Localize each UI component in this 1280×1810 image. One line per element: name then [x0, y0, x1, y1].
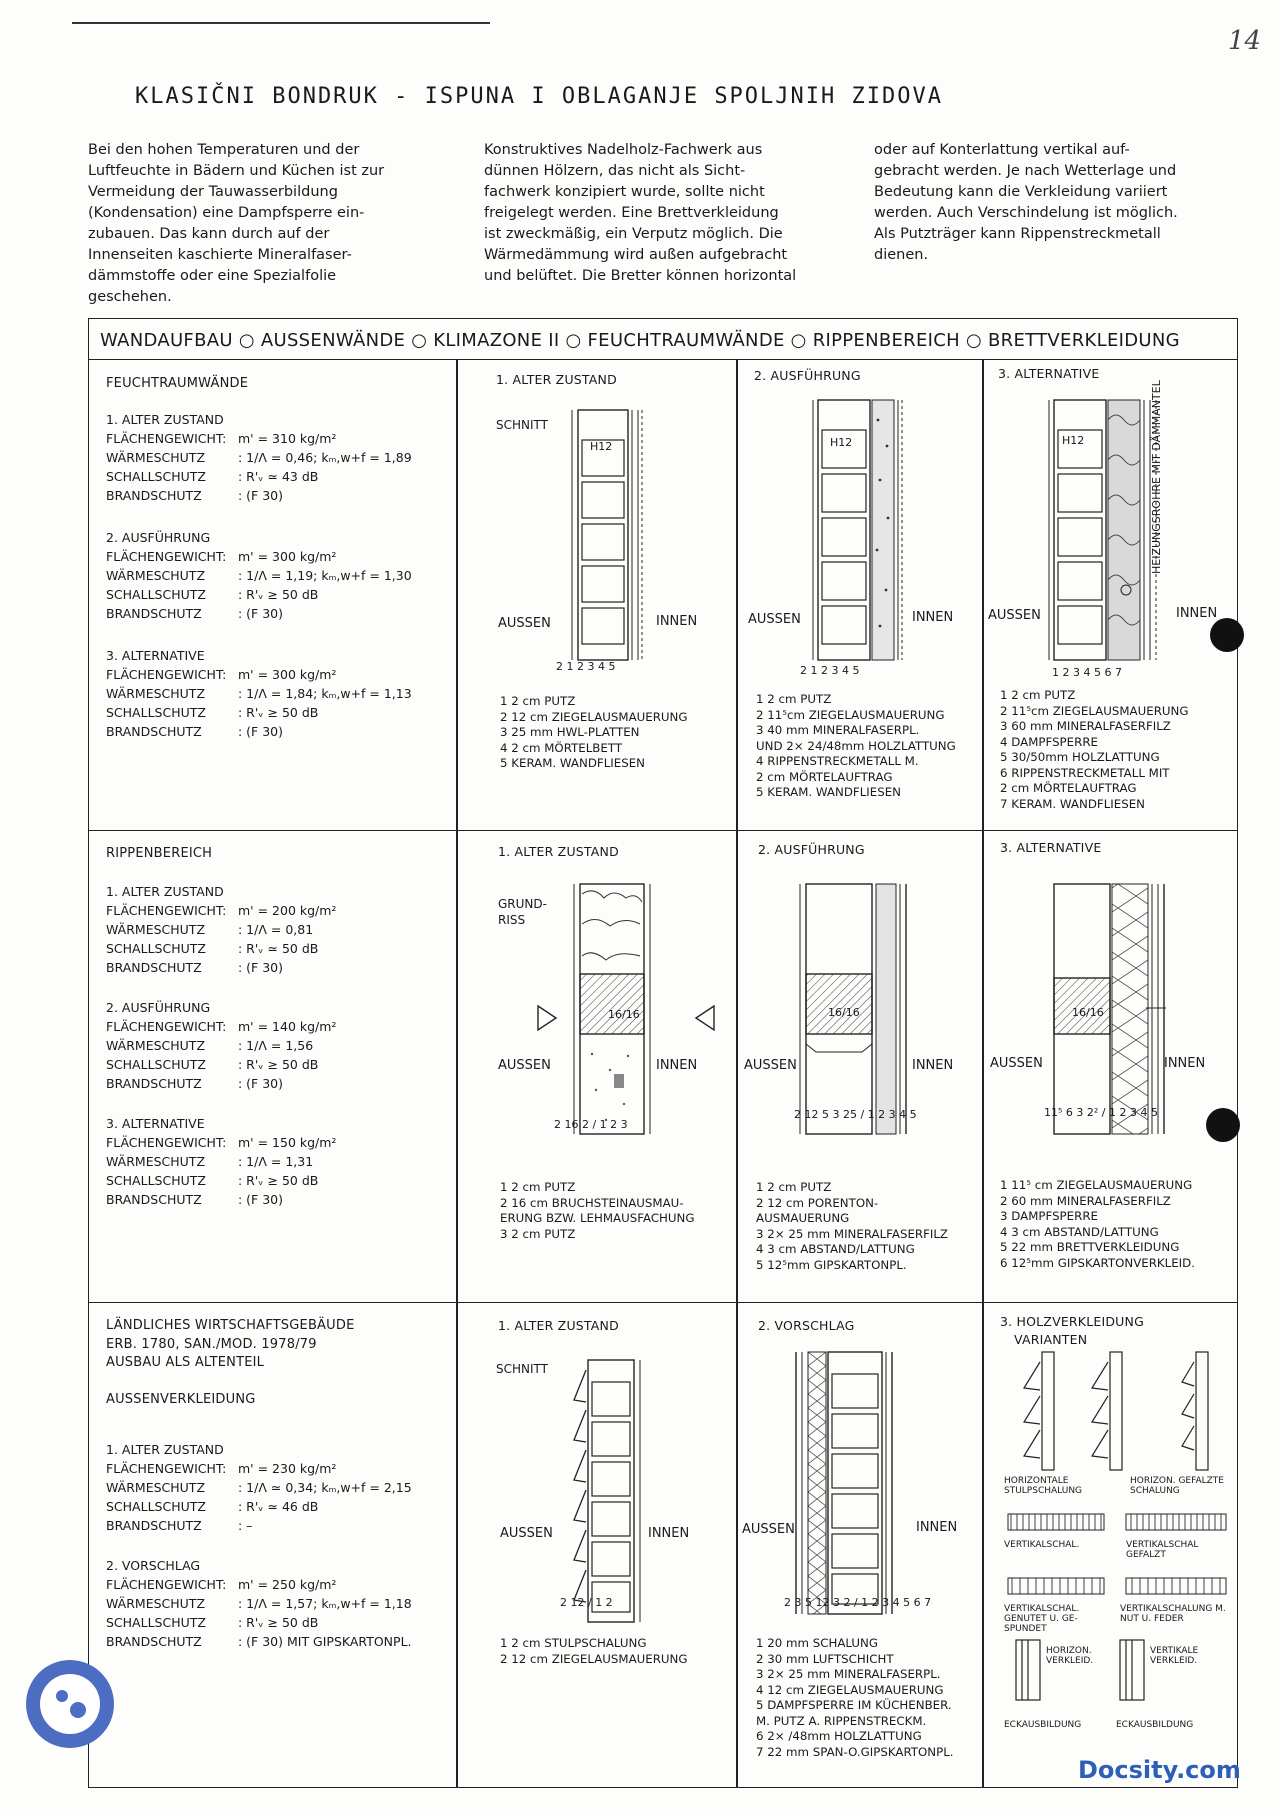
- outside-label: AUSSEN: [748, 612, 801, 627]
- column-heading: 2. AUSFÜHRUNG: [754, 368, 861, 383]
- top-rule: [72, 22, 490, 24]
- wall-section-drawing: [790, 1352, 940, 1622]
- column-subheading: VARIANTEN: [1014, 1332, 1088, 1347]
- spec-key: BRANDSCHUTZ: [106, 960, 202, 975]
- legend-item: 1 2 cm PUTZ: [500, 1180, 576, 1194]
- spec-value: : R'ᵥ ≃ 50 dB: [238, 941, 319, 956]
- page-number: 14: [1228, 26, 1262, 56]
- layer-legend: [500, 694, 740, 772]
- intro-paragraph: oder auf Konterlattung vertikal auf- gebracht werden. Je nach Wetterlage und Bedeutung kann die Verkleidung variiert werden. Auch Verschindelung ist möglich. Als Putzträger kann Rippenstreckmetall dienen.: [874, 142, 1178, 263]
- spec-value: : 1/Λ = 0,46; kₘ,w+f = 1,89: [238, 450, 412, 465]
- layer-legend: [756, 692, 996, 801]
- legend-item: ERUNG BZW. LEHMAUSFACHUNG: [500, 1211, 695, 1225]
- spec-key: FLÄCHENGEWICHT:: [106, 1135, 227, 1150]
- legend-item: 4 12 cm ZIEGELAUSMAUERUNG: [756, 1682, 944, 1697]
- brick-label: H12: [590, 440, 613, 453]
- legend-item: 3 DAMPFSPERRE: [1000, 1209, 1098, 1223]
- legend-item: 5 30/50mm HOLZLATTUNG: [1000, 750, 1160, 764]
- legend-item: 2 16 cm BRUCHSTEINAUSMAU-: [500, 1195, 684, 1210]
- spec-value: : (F 30): [238, 1076, 284, 1091]
- legend-item: 5 KERAM. WANDFLIESEN: [756, 785, 901, 799]
- beam-label: 16/16: [1072, 1006, 1104, 1019]
- spec-value: m' = 250 kg/m²: [238, 1577, 337, 1592]
- layer-dimensions: 1 2 3 4 5 6 7: [1052, 666, 1122, 679]
- legend-item: 1 2 cm STULPSCHALUNG: [500, 1636, 647, 1650]
- column-heading: 3. ALTERNATIVE: [998, 366, 1100, 381]
- spec-value: : R'ᵥ ≥ 50 dB: [238, 1615, 319, 1630]
- hole-punch-mark: [1210, 618, 1244, 652]
- section-title: LÄNDLICHES WIRTSCHAFTSGEBÄUDE: [106, 1318, 355, 1333]
- legend-item: 5 KERAM. WANDFLIESEN: [500, 756, 645, 770]
- legend-item: 3 60 mm MINERALFASERFILZ: [1000, 719, 1171, 733]
- variant-label: VERTIKALSCHAL.: [1004, 1540, 1080, 1550]
- outside-label: AUSSEN: [742, 1522, 795, 1537]
- legend-item: 5 22 mm BRETTVERKLEIDUNG: [1000, 1240, 1180, 1254]
- legend-item: 1 20 mm SCHALUNG: [756, 1636, 879, 1650]
- legend-item: 2 30 mm LUFTSCHICHT: [756, 1651, 894, 1666]
- legend-item: 6 2× /48mm HOLZLATTUNG: [756, 1729, 922, 1743]
- legend-item: 5 12⁵mm GIPSKARTONPL.: [756, 1257, 907, 1272]
- column-heading: 1. ALTER ZUSTAND: [498, 844, 619, 859]
- beam-label: 16/16: [828, 1006, 860, 1019]
- variant-label: HORIZON. GEFALZTE SCHALUNG: [1130, 1476, 1224, 1496]
- legend-item: 3 2× 25 mm MINERALFASERFILZ: [756, 1226, 949, 1241]
- inside-label: INNEN: [656, 614, 698, 629]
- spec-key: WÄRMESCHUTZ: [106, 568, 206, 583]
- spec-key: WÄRMESCHUTZ: [106, 922, 206, 937]
- watermark: Docsity.com: [1078, 1756, 1241, 1784]
- legend-item: 2 12 cm ZIEGELAUSMAUERUNG: [500, 1651, 688, 1666]
- spec-value: : (F 30): [238, 724, 284, 739]
- brick-label: H12: [1062, 434, 1085, 447]
- legend-item: 1 2 cm PUTZ: [756, 692, 832, 706]
- spec-value: : (F 30): [238, 488, 284, 503]
- spec-block: [106, 1440, 451, 1535]
- legend-item: 3 2× 25 mm MINERALFASERPL.: [756, 1667, 941, 1681]
- spec-key: FLÄCHENGEWICHT:: [106, 1461, 227, 1476]
- spec-value: : –: [238, 1518, 253, 1533]
- outside-label: AUSSEN: [744, 1058, 797, 1073]
- section-subtitle: ERB. 1780, SAN./MOD. 1978/79 AUSBAU ALS ALTENTEIL: [106, 1337, 317, 1370]
- spec-key: WÄRMESCHUTZ: [106, 1154, 206, 1169]
- spec-key: BRANDSCHUTZ: [106, 488, 202, 503]
- spec-value: : 1/Λ = 1,84; kₘ,w+f = 1,13: [238, 686, 412, 701]
- spec-key: SCHALLSCHUTZ: [106, 705, 206, 720]
- spec-key: SCHALLSCHUTZ: [106, 1499, 206, 1514]
- spec-block: [106, 1556, 451, 1651]
- spec-heading: 1. ALTER ZUSTAND: [106, 884, 224, 899]
- spec-key: FLÄCHENGEWICHT:: [106, 549, 227, 564]
- spec-block: [106, 882, 451, 977]
- heating-pipe-label: HEIZUNGSROHRE MIT DÄMMANTEL: [1150, 380, 1163, 574]
- legend-item: 1 2 cm PUTZ: [1000, 688, 1076, 702]
- spec-value: : (F 30): [238, 960, 284, 975]
- spec-value: : 1/Λ = 1,31: [238, 1154, 314, 1169]
- wall-section-drawing: [810, 400, 920, 670]
- legend-item: 2 12 cm PORENTON-: [756, 1195, 879, 1210]
- section-title: RIPPENBEREICH: [106, 846, 213, 861]
- outside-label: AUSSEN: [498, 1058, 551, 1073]
- legend-item: 2 11⁵cm ZIEGELAUSMAUERUNG: [1000, 703, 1189, 718]
- legend-item: 2 cm MÖRTELAUFTRAG: [756, 769, 893, 784]
- cladding-variant-drawing: [1012, 1352, 1232, 1482]
- section-subtitle: AUSSENVERKLEIDUNG: [106, 1392, 256, 1407]
- column-heading: 2. VORSCHLAG: [758, 1318, 855, 1333]
- column-heading: 2. AUSFÜHRUNG: [758, 842, 865, 857]
- spec-key: SCHALLSCHUTZ: [106, 1173, 206, 1188]
- section-label: SCHNITT: [496, 418, 548, 432]
- legend-item: 1 11⁵ cm ZIEGELAUSMAUERUNG: [1000, 1178, 1193, 1192]
- legend-item: 2 11⁵cm ZIEGELAUSMAUERUNG: [756, 707, 945, 722]
- variant-label: ECKAUSBILDUNG: [1116, 1720, 1194, 1730]
- variant-label: VERTIKALSCHALUNG M. NUT U. FEDER: [1120, 1604, 1226, 1624]
- legend-item: 4 3 cm ABSTAND/LATTUNG: [756, 1242, 915, 1256]
- legend-item: AUSMAUERUNG: [756, 1211, 850, 1225]
- spec-key: BRANDSCHUTZ: [106, 1634, 202, 1649]
- spec-heading: 3. ALTERNATIVE: [106, 648, 205, 663]
- legend-item: 7 22 mm SPAN-O.GIPSKARTONPL.: [756, 1744, 954, 1759]
- outside-label: AUSSEN: [500, 1526, 553, 1541]
- spec-value: : R'ᵥ ≃ 46 dB: [238, 1499, 319, 1514]
- spec-value: : R'ᵥ ≃ 43 dB: [238, 469, 319, 484]
- hole-punch-mark: [1206, 1108, 1240, 1142]
- legend-item: 4 RIPPENSTRECKMETALL M.: [756, 754, 919, 768]
- spec-value: m' = 200 kg/m²: [238, 903, 337, 918]
- row-divider: [88, 1302, 1238, 1303]
- spec-heading: 2. AUSFÜHRUNG: [106, 530, 211, 545]
- spec-value: : R'ᵥ ≥ 50 dB: [238, 1173, 319, 1188]
- column-divider: [736, 360, 738, 1788]
- legend-item: 4 2 cm MÖRTELBETT: [500, 740, 623, 755]
- legend-item: 3 2 cm PUTZ: [500, 1226, 576, 1241]
- legend-item: 5 DAMPFSPERRE IM KÜCHENBER.: [756, 1698, 952, 1712]
- spec-value: : 1/Λ ≃ 0,34; kₘ,w+f = 2,15: [238, 1480, 412, 1495]
- inside-label: INNEN: [912, 610, 954, 625]
- outside-label: AUSSEN: [498, 616, 551, 631]
- wall-section-drawing: [560, 1360, 660, 1630]
- intro-paragraph: Bei den hohen Temperaturen und der Luftfeuchte in Bädern und Küchen ist zur Vermeidung der Tauwasserbildung (Kondensation) eine Dampfsperre ein- zubauen. Das kann durch auf der Innenseiten kaschierte Mineralfaser- dämmstoffe oder eine Spezialfolie geschehen.: [88, 142, 385, 305]
- legend-item: 7 KERAM. WANDFLIESEN: [1000, 796, 1145, 811]
- legend-item: 1 2 cm PUTZ: [756, 1180, 832, 1194]
- variant-label: VERTIKALE VERKLEID.: [1150, 1646, 1199, 1666]
- inside-label: INNEN: [1176, 606, 1218, 621]
- variant-label: ECKAUSBILDUNG: [1004, 1720, 1082, 1730]
- spec-block: [106, 410, 451, 505]
- spec-heading: 2. AUSFÜHRUNG: [106, 1000, 211, 1015]
- spec-key: FLÄCHENGEWICHT:: [106, 431, 227, 446]
- spec-value: : 1/Λ = 1,57; kₘ,w+f = 1,18: [238, 1596, 412, 1611]
- column-divider: [456, 360, 458, 1788]
- spec-heading: 2. VORSCHLAG: [106, 1558, 201, 1573]
- inside-label: INNEN: [1164, 1056, 1206, 1071]
- spec-key: FLÄCHENGEWICHT:: [106, 1019, 227, 1034]
- legend-item: UND 2× 24/48mm HOLZLATTUNG: [756, 738, 956, 753]
- spec-block: [106, 1114, 451, 1209]
- plan-label: GRUND- RISS: [498, 897, 547, 927]
- spec-value: : R'ᵥ ≥ 50 dB: [238, 705, 319, 720]
- variant-label: HORIZONTALE STULPSCHALUNG: [1004, 1476, 1083, 1496]
- spec-value: : 1/Λ = 1,56: [238, 1038, 314, 1053]
- spec-key: BRANDSCHUTZ: [106, 1518, 202, 1533]
- spec-key: FLÄCHENGEWICHT:: [106, 667, 227, 682]
- spec-block: [106, 646, 451, 741]
- wall-section-drawing: [568, 410, 658, 670]
- spec-key: WÄRMESCHUTZ: [106, 1596, 206, 1611]
- brick-label: H12: [830, 436, 853, 449]
- spec-value: m' = 300 kg/m²: [238, 667, 337, 682]
- layer-dimensions: 2 1 2 3 4 5: [556, 660, 616, 673]
- layer-dimensions: 11⁵ 6 3 2² / 1 2 3 4 5: [1044, 1106, 1158, 1119]
- legend-item: 6 12⁵mm GIPSKARTONVERKLEID.: [1000, 1255, 1195, 1270]
- legend-item: 2 12 cm ZIEGELAUSMAUERUNG: [500, 709, 688, 724]
- outside-label: AUSSEN: [988, 608, 1041, 623]
- spec-heading: 1. ALTER ZUSTAND: [106, 412, 224, 427]
- layer-dimensions: 2 16 2 / 1 2 3: [554, 1118, 628, 1131]
- spec-value: m' = 300 kg/m²: [238, 549, 337, 564]
- spec-block: [106, 998, 451, 1093]
- spec-block: [106, 528, 451, 623]
- layer-dimensions: 2 1 2 3 4 5: [800, 664, 860, 677]
- spec-value: : 1/Λ = 1,19; kₘ,w+f = 1,30: [238, 568, 412, 583]
- section-title: FEUCHTRAUMWÄNDE: [106, 376, 249, 391]
- legend-item: 4 3 cm ABSTAND/LATTUNG: [1000, 1224, 1159, 1239]
- spec-key: SCHALLSCHUTZ: [106, 941, 206, 956]
- legend-item: 1 2 cm PUTZ: [500, 694, 576, 708]
- inside-label: INNEN: [912, 1058, 954, 1073]
- spec-value: : (F 30): [238, 606, 284, 621]
- legend-item: 3 40 mm MINERALFASERPL.: [756, 723, 920, 737]
- spec-key: BRANDSCHUTZ: [106, 1192, 202, 1207]
- spec-value: : R'ᵥ ≥ 50 dB: [238, 1057, 319, 1072]
- spec-value: : (F 30) MIT GIPSKARTONPL.: [238, 1634, 412, 1649]
- row-divider: [88, 830, 1238, 831]
- layer-dimensions: 2 3 5 12 3 2 / 1 2 3 4 5 6 7: [784, 1596, 932, 1609]
- legend-item: 4 DAMPFSPERRE: [1000, 734, 1098, 749]
- column-divider: [982, 360, 984, 1788]
- column-heading: 3. HOLZVERKLEIDUNG: [1000, 1314, 1144, 1329]
- spec-value: m' = 140 kg/m²: [238, 1019, 337, 1034]
- legend-item: 3 25 mm HWL-PLATTEN: [500, 725, 640, 739]
- variant-label: VERTIKALSCHAL GEFALZT: [1126, 1540, 1199, 1560]
- sheet-header-text: WANDAUFBAU ○ AUSSENWÄNDE ○ KLIMAZONE II ○ FEUCHTRAUMWÄNDE ○ RIPPENBEREICH ○ BRETTVERKLEIDUNG: [100, 330, 1180, 351]
- column-heading: 3. ALTERNATIVE: [1000, 840, 1102, 855]
- layer-legend: [756, 1180, 996, 1273]
- cladding-variant-drawing: [1008, 1510, 1232, 1536]
- spec-key: WÄRMESCHUTZ: [106, 1480, 206, 1495]
- spec-value: : (F 30): [238, 1192, 284, 1207]
- section-label: SCHNITT: [496, 1362, 548, 1376]
- spec-heading: 3. ALTERNATIVE: [106, 1116, 205, 1131]
- inside-label: INNEN: [916, 1520, 958, 1535]
- layer-dimensions: 2 12 5 3 25 / 1 2 3 4 5: [794, 1108, 917, 1121]
- spec-value: m' = 310 kg/m²: [238, 431, 337, 446]
- layer-legend: [1000, 1178, 1240, 1271]
- spec-key: SCHALLSCHUTZ: [106, 1057, 206, 1072]
- variant-label: HORIZON. VERKLEID.: [1046, 1646, 1094, 1666]
- inside-label: INNEN: [648, 1526, 690, 1541]
- layer-dimensions: 2 12 / 1 2: [560, 1596, 613, 1609]
- layer-legend: [1000, 688, 1240, 812]
- inside-label: INNEN: [656, 1058, 698, 1073]
- legend-item: 6 RIPPENSTRECKMETALL MIT: [1000, 765, 1170, 780]
- spec-key: SCHALLSCHUTZ: [106, 587, 206, 602]
- outside-label: AUSSEN: [990, 1056, 1043, 1071]
- spec-value: : R'ᵥ ≥ 50 dB: [238, 587, 319, 602]
- spec-key: BRANDSCHUTZ: [106, 606, 202, 621]
- beam-label: 16/16: [608, 1008, 640, 1021]
- spec-key: SCHALLSCHUTZ: [106, 469, 206, 484]
- column-heading: 1. ALTER ZUSTAND: [498, 1318, 619, 1333]
- docsity-logo-icon: [26, 1660, 114, 1748]
- spec-key: WÄRMESCHUTZ: [106, 686, 206, 701]
- legend-item: 2 cm MÖRTELAUFTRAG: [1000, 781, 1137, 795]
- cladding-variant-drawing: [1008, 1574, 1232, 1600]
- wall-plan-drawing: [796, 884, 926, 1144]
- spec-key: WÄRMESCHUTZ: [106, 1038, 206, 1053]
- spec-value: m' = 150 kg/m²: [238, 1135, 337, 1150]
- layer-legend: [756, 1636, 996, 1760]
- spec-value: m' = 230 kg/m²: [238, 1461, 337, 1476]
- wall-plan-drawing: [1046, 884, 1196, 1144]
- layer-legend: [500, 1636, 740, 1667]
- spec-heading: 1. ALTER ZUSTAND: [106, 1442, 224, 1457]
- spec-key: BRANDSCHUTZ: [106, 724, 202, 739]
- spec-key: BRANDSCHUTZ: [106, 1076, 202, 1091]
- spec-value: : 1/Λ = 0,81: [238, 922, 314, 937]
- column-heading: 1. ALTER ZUSTAND: [496, 372, 617, 387]
- legend-item: M. PUTZ A. RIPPENSTRECKM.: [756, 1713, 927, 1728]
- intro-paragraph: Konstruktives Nadelholz-Fachwerk aus dünnen Hölzern, das nicht als Sicht- fachwerk konzipiert wurde, sollte nicht freigelegt werden. Eine Brettverkleidung ist zweckmäßig, ein Verputz möglich. Die Wärmedämmung wird außen aufgebracht und belüftet. Die Bretter können horizontal: [484, 142, 797, 284]
- page-title: KLASIČNI BONDRUK - ISPUNA I OBLAGANJE SPOLJNIH ZIDOVA: [135, 84, 943, 109]
- spec-key: SCHALLSCHUTZ: [106, 1615, 206, 1630]
- spec-key: FLÄCHENGEWICHT:: [106, 1577, 227, 1592]
- layer-legend: [500, 1180, 740, 1242]
- variant-label: VERTIKALSCHAL. GENUTET U. GE-SPUNDET: [1004, 1604, 1080, 1634]
- legend-item: 2 60 mm MINERALFASERFILZ: [1000, 1193, 1171, 1208]
- spec-key: WÄRMESCHUTZ: [106, 450, 206, 465]
- spec-key: FLÄCHENGEWICHT:: [106, 903, 227, 918]
